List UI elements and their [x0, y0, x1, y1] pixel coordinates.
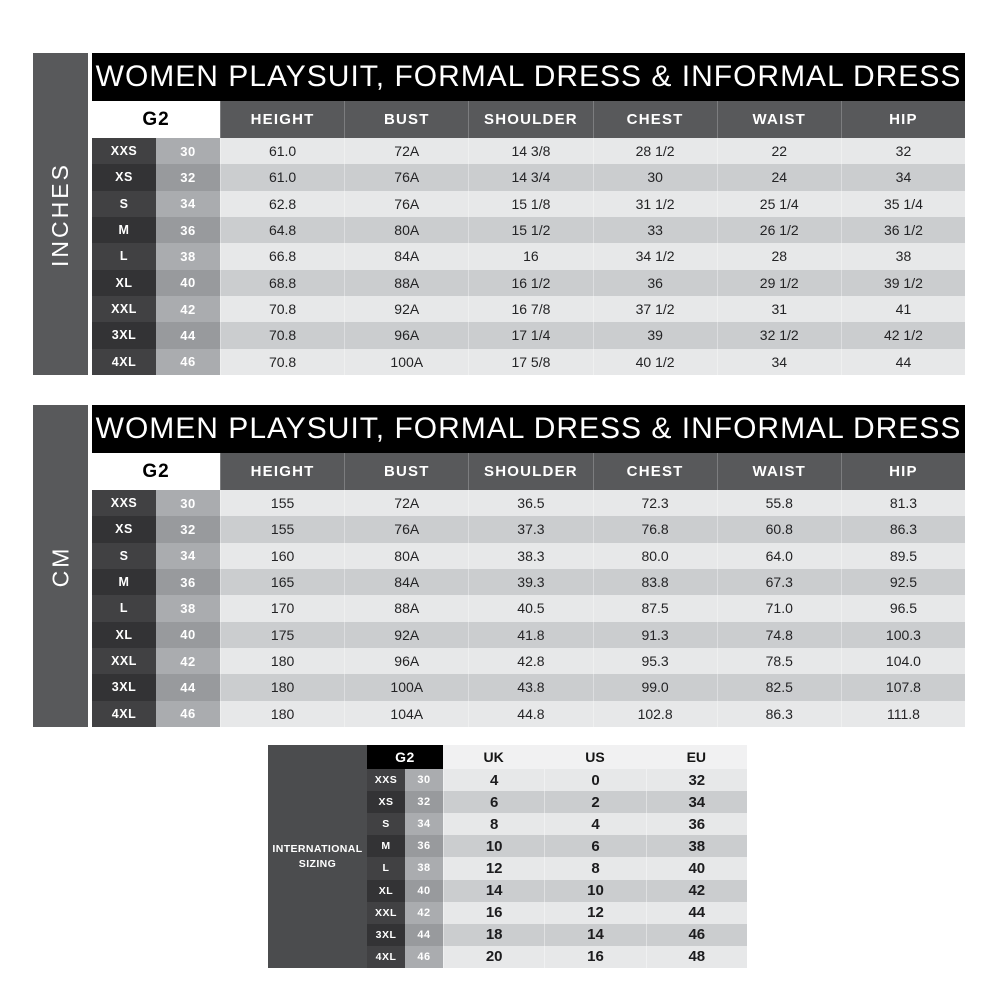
value-cell: 86.3 [841, 516, 965, 542]
size-label-cell: XXS [92, 138, 156, 164]
g2-header-cell: G2 [92, 101, 220, 138]
unit-label-inches: INCHES [47, 161, 73, 267]
value-cell: 38 [646, 835, 747, 857]
value-cell: 160 [220, 543, 344, 569]
value-cell: 100A [344, 349, 468, 375]
table-rows [92, 138, 965, 375]
header-row [367, 745, 747, 769]
g2-size-cell: 46 [405, 946, 443, 968]
value-cell: 68.8 [220, 270, 344, 296]
g2-size-cell: 38 [156, 595, 220, 621]
value-cell: 43.8 [468, 674, 592, 700]
value-cell: 37.3 [468, 516, 592, 542]
value-cell: 40.5 [468, 595, 592, 621]
value-cell: 72.3 [593, 490, 717, 516]
value-cell: 78.5 [717, 648, 841, 674]
size-label-cell: XXL [367, 902, 405, 924]
value-cell: 84A [344, 569, 468, 595]
g2-size-cell: 38 [156, 243, 220, 269]
value-cell: 16 7/8 [468, 296, 592, 322]
value-cell: 102.8 [593, 701, 717, 727]
size-label-cell: XL [367, 880, 405, 902]
value-cell: 76.8 [593, 516, 717, 542]
measurement-table-inches [33, 53, 965, 375]
table-row [92, 648, 965, 674]
value-cell: 16 [544, 946, 645, 968]
g2-size-cell: 36 [156, 217, 220, 243]
size-label-cell: XXL [92, 648, 156, 674]
value-cell: 55.8 [717, 490, 841, 516]
international-panel [268, 745, 367, 968]
table-row [92, 138, 965, 164]
value-cell: 26 1/2 [717, 217, 841, 243]
size-label-cell: S [367, 813, 405, 835]
value-cell: 86.3 [717, 701, 841, 727]
value-cell: 62.8 [220, 191, 344, 217]
g2-header-cell: G2 [367, 745, 443, 769]
international-panel-label: INTERNATIONAL SIZING [272, 842, 363, 870]
value-cell: 88A [344, 595, 468, 621]
international-sizing-table [268, 745, 747, 968]
table-row [367, 813, 747, 835]
g2-size-cell: 34 [156, 543, 220, 569]
column-header: CHEST [593, 453, 717, 490]
size-label-cell: M [367, 835, 405, 857]
column-header: BUST [344, 101, 468, 138]
g2-size-cell: 38 [405, 857, 443, 879]
g2-size-cell: 44 [156, 322, 220, 348]
value-cell: 4 [544, 813, 645, 835]
size-label-cell: 3XL [92, 674, 156, 700]
g2-size-cell: 44 [156, 674, 220, 700]
size-label-cell: XL [92, 622, 156, 648]
table-row [92, 569, 965, 595]
value-cell: 15 1/2 [468, 217, 592, 243]
value-cell: 92A [344, 296, 468, 322]
value-cell: 180 [220, 648, 344, 674]
value-cell: 84A [344, 243, 468, 269]
column-header: UK [483, 749, 504, 765]
value-cell: 44 [646, 902, 747, 924]
unit-sidebar-inches [33, 53, 88, 375]
value-cell: 14 3/4 [468, 164, 592, 190]
value-cell: 38 [841, 243, 965, 269]
size-label-cell: S [92, 543, 156, 569]
value-cell: 10 [544, 880, 645, 902]
value-cell: 81.3 [841, 490, 965, 516]
table-row [367, 835, 747, 857]
value-cell: 36 1/2 [841, 217, 965, 243]
value-cell: 32 [646, 769, 747, 791]
g2-size-cell: 44 [405, 924, 443, 946]
table-rows [367, 769, 747, 968]
value-cell: 16 1/2 [468, 270, 592, 296]
size-label-cell: S [92, 191, 156, 217]
value-cell: 180 [220, 674, 344, 700]
table-row [367, 946, 747, 968]
value-cell: 64.0 [717, 543, 841, 569]
value-cell: 0 [544, 769, 645, 791]
g2-size-cell: 40 [156, 622, 220, 648]
table-row [92, 490, 965, 516]
column-headers [220, 453, 965, 490]
column-header: SHOULDER [468, 453, 592, 490]
value-cell: 32 1/2 [717, 322, 841, 348]
table-row [92, 701, 965, 727]
g2-size-cell: 32 [156, 516, 220, 542]
value-cell: 2 [544, 791, 645, 813]
g2-size-cell: 34 [156, 191, 220, 217]
unit-label-cm: CM [47, 545, 73, 587]
value-cell: 17 5/8 [468, 349, 592, 375]
value-cell: 99.0 [593, 674, 717, 700]
value-cell: 165 [220, 569, 344, 595]
value-cell: 41 [841, 296, 965, 322]
column-header: CHEST [593, 101, 717, 138]
value-cell: 87.5 [593, 595, 717, 621]
value-cell: 88A [344, 270, 468, 296]
table-content [367, 745, 747, 968]
table-row [92, 543, 965, 569]
table-row [92, 622, 965, 648]
value-cell: 96.5 [841, 595, 965, 621]
value-cell: 17 1/4 [468, 322, 592, 348]
size-label-cell: L [367, 857, 405, 879]
size-label-cell: 4XL [367, 946, 405, 968]
value-cell: 92A [344, 622, 468, 648]
g2-size-cell: 30 [156, 490, 220, 516]
value-cell: 48 [646, 946, 747, 968]
column-header: US [585, 749, 605, 765]
value-cell: 42.8 [468, 648, 592, 674]
value-cell: 29 1/2 [717, 270, 841, 296]
size-label-cell: XL [92, 270, 156, 296]
value-cell: 96A [344, 322, 468, 348]
size-label-cell: 3XL [92, 322, 156, 348]
value-cell: 12 [544, 902, 645, 924]
table-row [92, 164, 965, 190]
value-cell: 4 [443, 769, 544, 791]
size-label-cell: M [92, 569, 156, 595]
table-row [367, 857, 747, 879]
size-label-cell: XS [367, 791, 405, 813]
value-cell: 60.8 [717, 516, 841, 542]
value-cell: 44 [841, 349, 965, 375]
g2-size-cell: 40 [156, 270, 220, 296]
value-cell: 100A [344, 674, 468, 700]
value-cell: 41.8 [468, 622, 592, 648]
header-row [92, 453, 965, 490]
table-title: WOMEN PLAYSUIT, FORMAL DRESS & INFORMAL DRESS [92, 405, 965, 453]
g2-size-cell: 32 [156, 164, 220, 190]
header-row [92, 101, 965, 138]
value-cell: 32 [841, 138, 965, 164]
value-cell: 34 [646, 791, 747, 813]
value-cell: 70.8 [220, 322, 344, 348]
column-header: WAIST [717, 101, 841, 138]
value-cell: 40 [646, 857, 747, 879]
table-content [92, 405, 965, 727]
table-row [92, 516, 965, 542]
value-cell: 36.5 [468, 490, 592, 516]
size-label-cell: L [92, 243, 156, 269]
value-cell: 91.3 [593, 622, 717, 648]
value-cell: 38.3 [468, 543, 592, 569]
value-cell: 155 [220, 490, 344, 516]
value-cell: 71.0 [717, 595, 841, 621]
g2-size-cell: 30 [156, 138, 220, 164]
value-cell: 36 [593, 270, 717, 296]
table-row [92, 217, 965, 243]
value-cell: 92.5 [841, 569, 965, 595]
column-header: BUST [344, 453, 468, 490]
size-label-cell: XXL [92, 296, 156, 322]
value-cell: 72A [344, 490, 468, 516]
size-label-cell: 4XL [92, 349, 156, 375]
value-cell: 12 [443, 857, 544, 879]
value-cell: 16 [468, 243, 592, 269]
value-cell: 34 [841, 164, 965, 190]
size-label-cell: 4XL [92, 701, 156, 727]
table-row [367, 791, 747, 813]
value-cell: 104A [344, 701, 468, 727]
table-row [92, 296, 965, 322]
value-cell: 16 [443, 902, 544, 924]
table-row [92, 243, 965, 269]
value-cell: 28 [717, 243, 841, 269]
value-cell: 6 [544, 835, 645, 857]
value-cell: 76A [344, 516, 468, 542]
value-cell: 24 [717, 164, 841, 190]
value-cell: 35 1/4 [841, 191, 965, 217]
g2-size-cell: 42 [405, 902, 443, 924]
size-label-cell: XS [92, 164, 156, 190]
value-cell: 80.0 [593, 543, 717, 569]
value-cell: 34 1/2 [593, 243, 717, 269]
size-label-cell: L [92, 595, 156, 621]
value-cell: 66.8 [220, 243, 344, 269]
value-cell: 14 [443, 880, 544, 902]
value-cell: 31 1/2 [593, 191, 717, 217]
value-cell: 36 [646, 813, 747, 835]
value-cell: 39 1/2 [841, 270, 965, 296]
size-label-cell: XXS [92, 490, 156, 516]
value-cell: 61.0 [220, 138, 344, 164]
unit-sidebar-cm [33, 405, 88, 727]
table-row [92, 349, 965, 375]
g2-size-cell: 46 [156, 349, 220, 375]
value-cell: 64.8 [220, 217, 344, 243]
column-header: EU [686, 749, 707, 765]
value-cell: 80A [344, 543, 468, 569]
value-cell: 25 1/4 [717, 191, 841, 217]
g2-size-cell: 40 [405, 880, 443, 902]
g2-header-cell: G2 [92, 453, 220, 490]
value-cell: 70.8 [220, 296, 344, 322]
table-row [367, 924, 747, 946]
value-cell: 82.5 [717, 674, 841, 700]
column-header: HIP [841, 101, 965, 138]
column-header: HEIGHT [220, 453, 344, 490]
value-cell: 30 [593, 164, 717, 190]
value-cell: 155 [220, 516, 344, 542]
value-cell: 46 [646, 924, 747, 946]
value-cell: 76A [344, 191, 468, 217]
value-cell: 37 1/2 [593, 296, 717, 322]
g2-size-cell: 36 [156, 569, 220, 595]
size-label-cell: XS [92, 516, 156, 542]
column-header: SHOULDER [468, 101, 592, 138]
table-row [367, 902, 747, 924]
value-cell: 40 1/2 [593, 349, 717, 375]
g2-size-cell: 42 [156, 296, 220, 322]
size-label-cell: XXS [367, 769, 405, 791]
table-row [92, 191, 965, 217]
table-title: WOMEN PLAYSUIT, FORMAL DRESS & INFORMAL DRESS [92, 53, 965, 101]
value-cell: 107.8 [841, 674, 965, 700]
table-row [367, 769, 747, 791]
value-cell: 180 [220, 701, 344, 727]
value-cell: 61.0 [220, 164, 344, 190]
table-row [92, 595, 965, 621]
value-cell: 14 3/8 [468, 138, 592, 164]
value-cell: 170 [220, 595, 344, 621]
g2-size-cell: 34 [405, 813, 443, 835]
g2-size-cell: 46 [156, 701, 220, 727]
column-headers [220, 101, 965, 138]
g2-size-cell: 30 [405, 769, 443, 791]
value-cell: 15 1/8 [468, 191, 592, 217]
table-content [92, 53, 965, 375]
column-header: HIP [841, 453, 965, 490]
value-cell: 14 [544, 924, 645, 946]
value-cell: 39.3 [468, 569, 592, 595]
column-header: WAIST [717, 453, 841, 490]
value-cell: 18 [443, 924, 544, 946]
table-row [92, 674, 965, 700]
value-cell: 175 [220, 622, 344, 648]
value-cell: 111.8 [841, 701, 965, 727]
value-cell: 28 1/2 [593, 138, 717, 164]
value-cell: 89.5 [841, 543, 965, 569]
size-label-cell: M [92, 217, 156, 243]
value-cell: 83.8 [593, 569, 717, 595]
column-headers [443, 745, 747, 769]
value-cell: 8 [443, 813, 544, 835]
column-header: HEIGHT [220, 101, 344, 138]
value-cell: 10 [443, 835, 544, 857]
value-cell: 95.3 [593, 648, 717, 674]
value-cell: 96A [344, 648, 468, 674]
value-cell: 39 [593, 322, 717, 348]
table-row [367, 880, 747, 902]
table-row [92, 270, 965, 296]
value-cell: 33 [593, 217, 717, 243]
value-cell: 74.8 [717, 622, 841, 648]
table-rows [92, 490, 965, 727]
value-cell: 31 [717, 296, 841, 322]
size-label-cell: 3XL [367, 924, 405, 946]
measurement-table-cm [33, 405, 965, 727]
value-cell: 20 [443, 946, 544, 968]
value-cell: 100.3 [841, 622, 965, 648]
value-cell: 42 [646, 880, 747, 902]
value-cell: 80A [344, 217, 468, 243]
value-cell: 72A [344, 138, 468, 164]
value-cell: 22 [717, 138, 841, 164]
value-cell: 67.3 [717, 569, 841, 595]
value-cell: 8 [544, 857, 645, 879]
g2-size-cell: 36 [405, 835, 443, 857]
value-cell: 76A [344, 164, 468, 190]
value-cell: 44.8 [468, 701, 592, 727]
g2-size-cell: 42 [156, 648, 220, 674]
value-cell: 34 [717, 349, 841, 375]
g2-size-cell: 32 [405, 791, 443, 813]
value-cell: 6 [443, 791, 544, 813]
value-cell: 70.8 [220, 349, 344, 375]
value-cell: 104.0 [841, 648, 965, 674]
value-cell: 42 1/2 [841, 322, 965, 348]
table-row [92, 322, 965, 348]
